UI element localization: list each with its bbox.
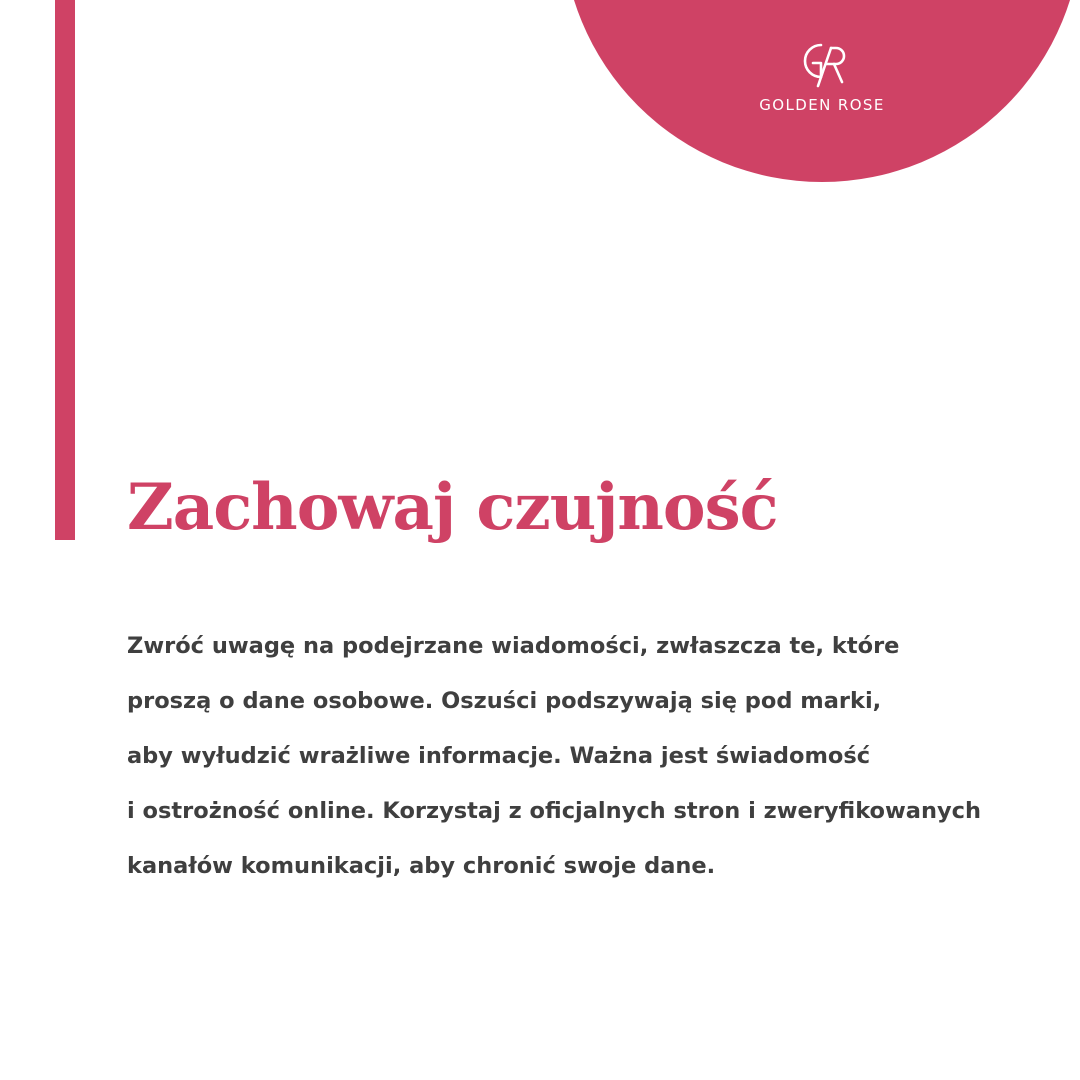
brand-logo: [742, 38, 902, 122]
headline: Zachowaj czujność: [127, 470, 778, 545]
body-line: proszą o dane osobowe. Oszuści podszywają się pod marki,: [127, 688, 882, 714]
brand-name: GOLDEN ROSE: [759, 96, 885, 114]
body-line: kanałów komunikacji, aby chronić swoje dane.: [127, 853, 716, 879]
body-line: i ostrożność online. Korzystaj z oficjalnych stron i zweryfikowanych: [127, 798, 982, 824]
gr-monogram-icon: [794, 38, 850, 92]
accent-bar: [55, 0, 75, 540]
body-paragraph: [127, 619, 1047, 894]
body-line: aby wyłudzić wrażliwe informacje. Ważna jest świadomość: [127, 743, 871, 769]
body-line: Zwróć uwagę na podejrzane wiadomości, zwłaszcza te, które: [127, 633, 900, 659]
